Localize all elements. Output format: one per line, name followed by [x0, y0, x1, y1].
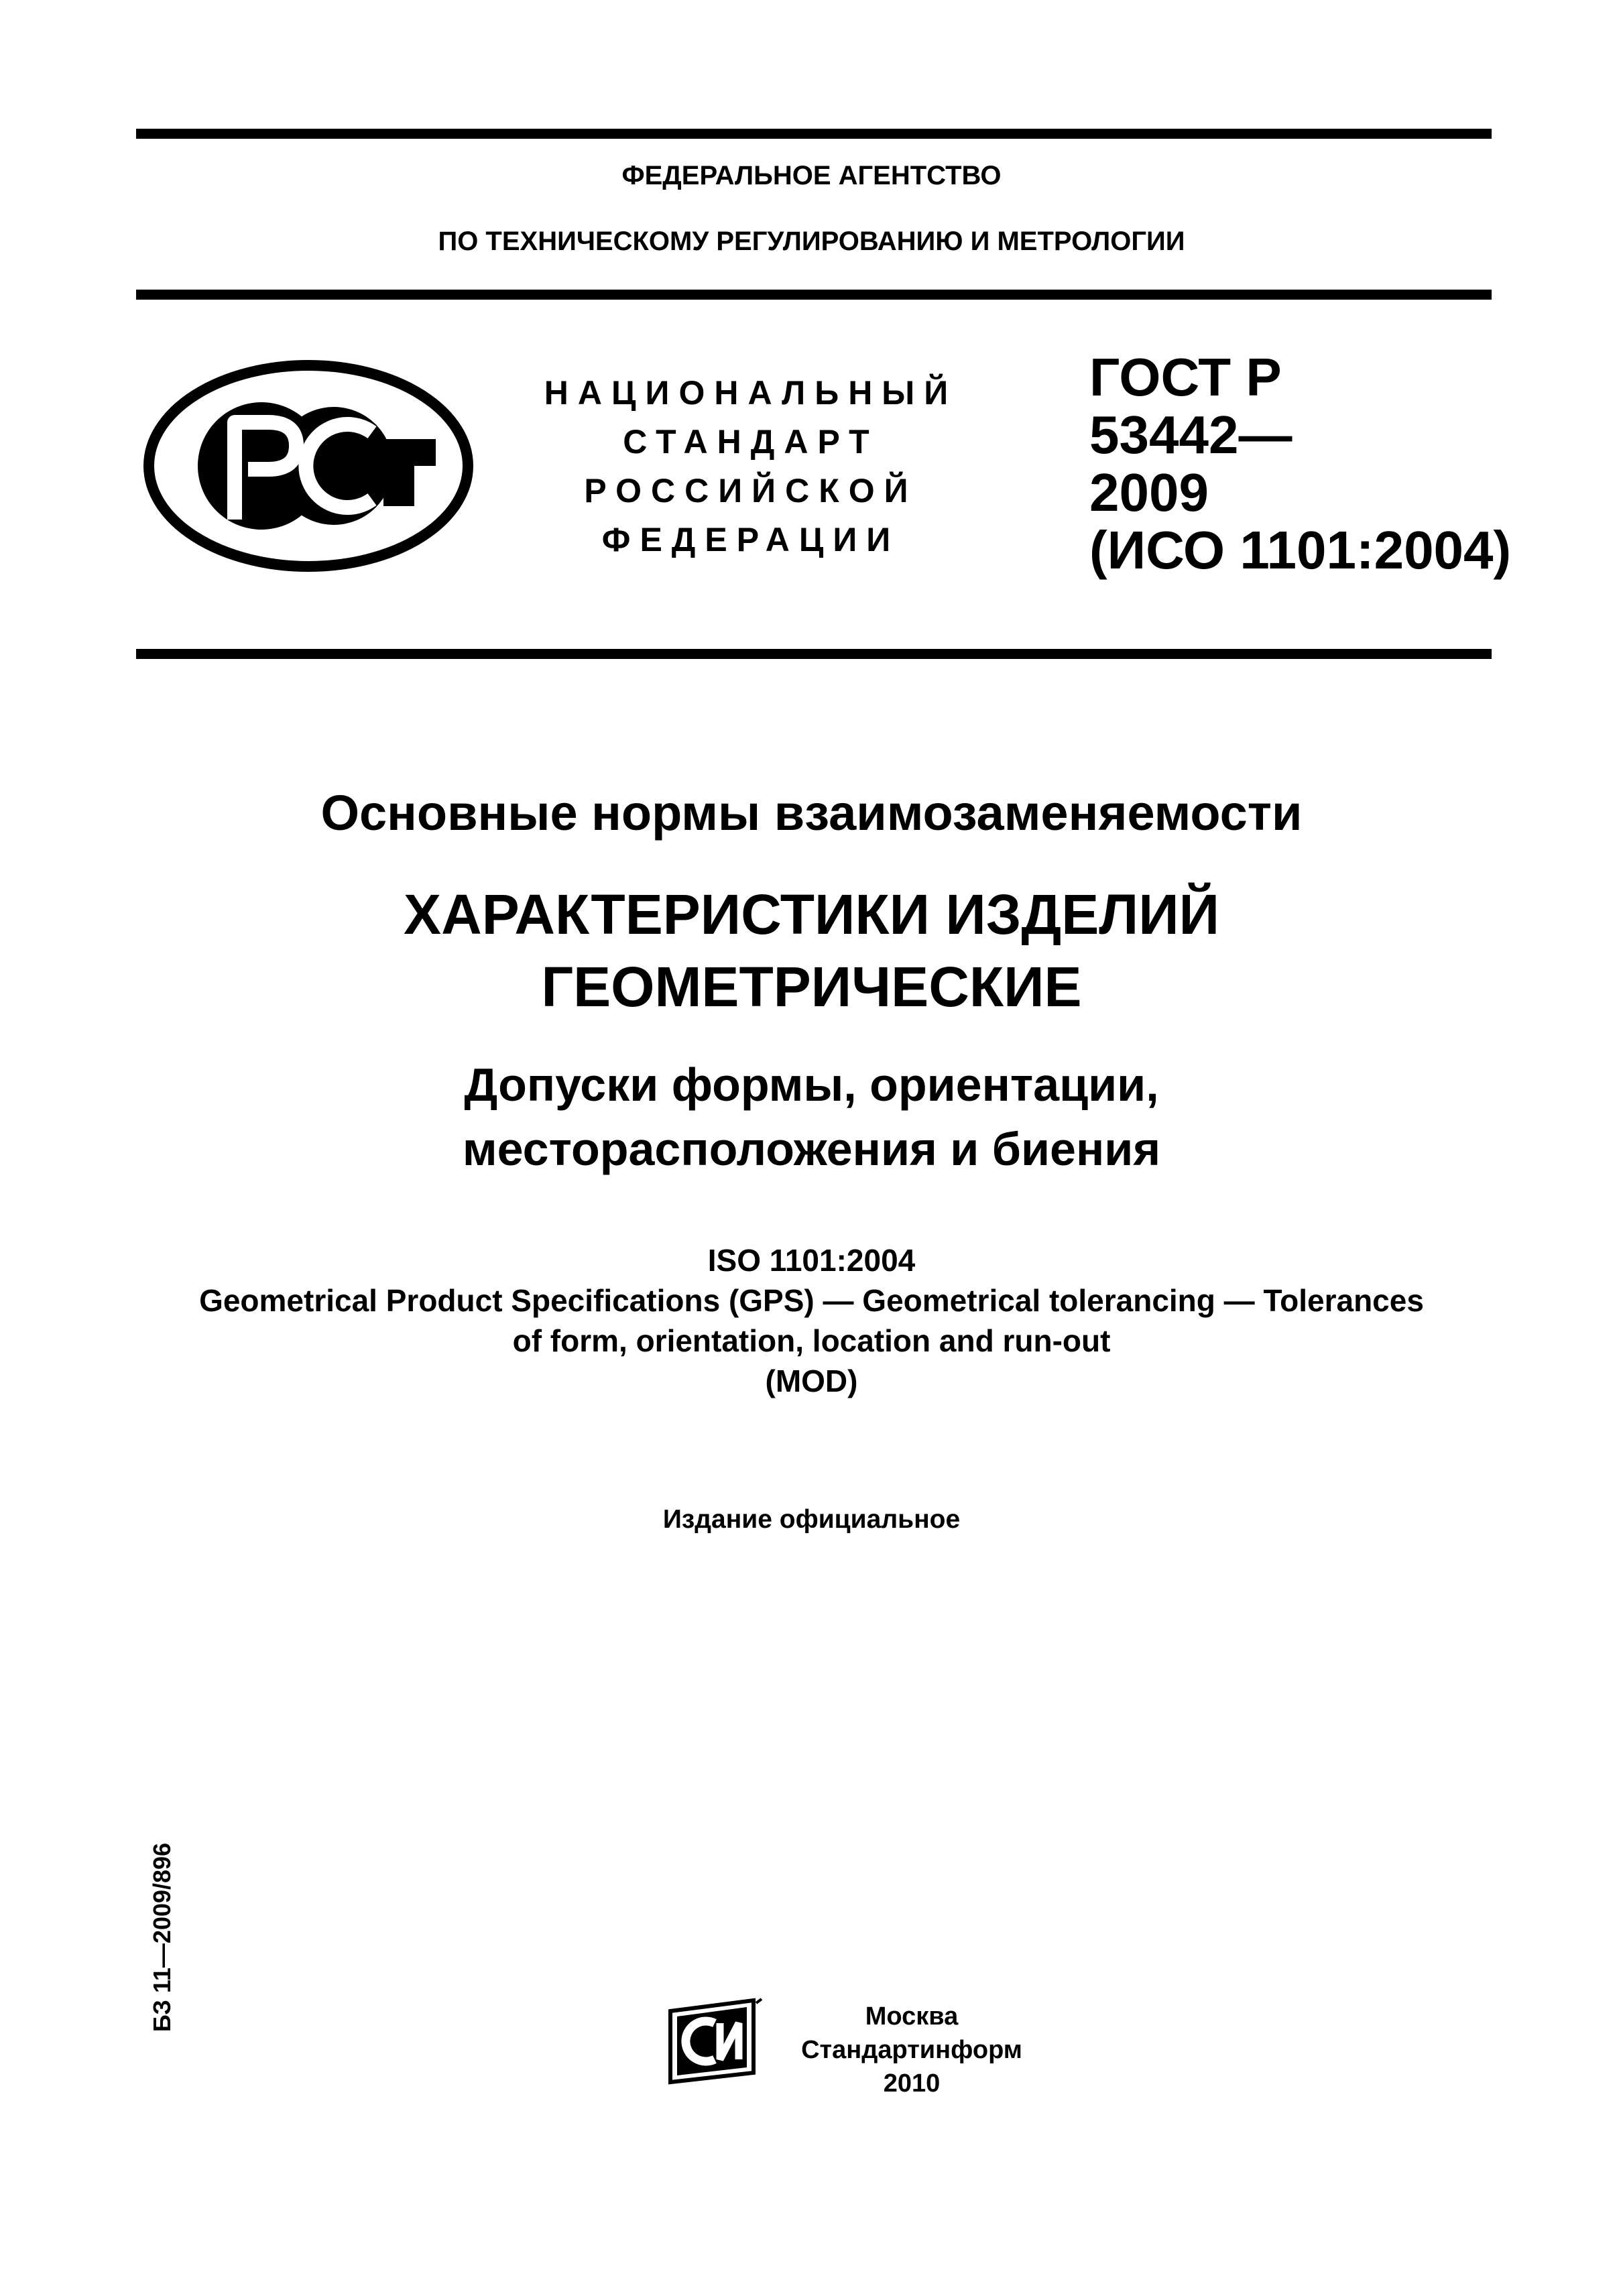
- agency-line-2: ПО ТЕХНИЧЕСКОМУ РЕГУЛИРОВАНИЮ И МЕТРОЛОГИИ: [438, 227, 1185, 256]
- standartinform-logo: [668, 1998, 764, 2085]
- title-block-rule: [136, 649, 1492, 659]
- publisher-year: 2010: [883, 2069, 941, 2098]
- publisher-city: Москва: [865, 2002, 959, 2031]
- subtitle: [0, 1052, 1623, 1181]
- standard-type-line-2: СТАНДАРТ: [623, 423, 879, 461]
- edition-label: Издание официальное: [662, 1505, 961, 1534]
- main-title-line-1: ХАРАКТЕРИСТИКИ ИЗДЕЛИЙ: [404, 883, 1219, 946]
- agency-line-1: ФЕДЕРАЛЬНОЕ АГЕНТСТВО: [621, 161, 1002, 190]
- iso-mod: (MOD): [765, 1364, 858, 1398]
- designation-line-4: (ИСО 1101:2004): [1089, 520, 1512, 580]
- subtitle-line-1: Допуски формы, ориентации,: [464, 1059, 1159, 1111]
- iso-number: ISO 1101:2004: [707, 1243, 916, 1278]
- standard-type-line-4: ФЕДЕРАЦИИ: [601, 521, 900, 558]
- publisher-name: Стандартинформ: [801, 2036, 1022, 2064]
- standard-designation: [1089, 349, 1511, 579]
- rst-certification-logo: [141, 359, 476, 573]
- iso-title-line-2: of form, orientation, location and run-out: [512, 1323, 1111, 1358]
- subtitle-line-2: месторасположения и биения: [462, 1123, 1161, 1175]
- title-line: Основные нормы взаимозаменяемости: [320, 785, 1303, 841]
- iso-title-line-1: Geometrical Product Specifications (GPS) — Geometrical tolerancing — Tolerances: [199, 1283, 1424, 1318]
- designation-line-2: 53442—: [1089, 405, 1293, 465]
- main-title: [0, 878, 1623, 1023]
- header-top-rule: [136, 129, 1492, 139]
- iso-reference: [0, 1240, 1623, 1401]
- standard-type-line-3: РОССИЙСКОЙ: [584, 472, 918, 509]
- side-code: БЗ 11—2009/896: [148, 1842, 176, 2033]
- standard-type-line-1: НАЦИОНАЛЬНЫЙ: [544, 374, 958, 412]
- header-bottom-rule: [136, 290, 1492, 300]
- designation-line-3: 2009: [1089, 463, 1209, 522]
- designation-line-1: ГОСТ Р: [1089, 347, 1282, 407]
- publisher-block: [771, 2000, 1053, 2100]
- standard-type-block: [516, 369, 985, 564]
- main-title-line-2: ГЕОМЕТРИЧЕСКИЕ: [541, 955, 1082, 1018]
